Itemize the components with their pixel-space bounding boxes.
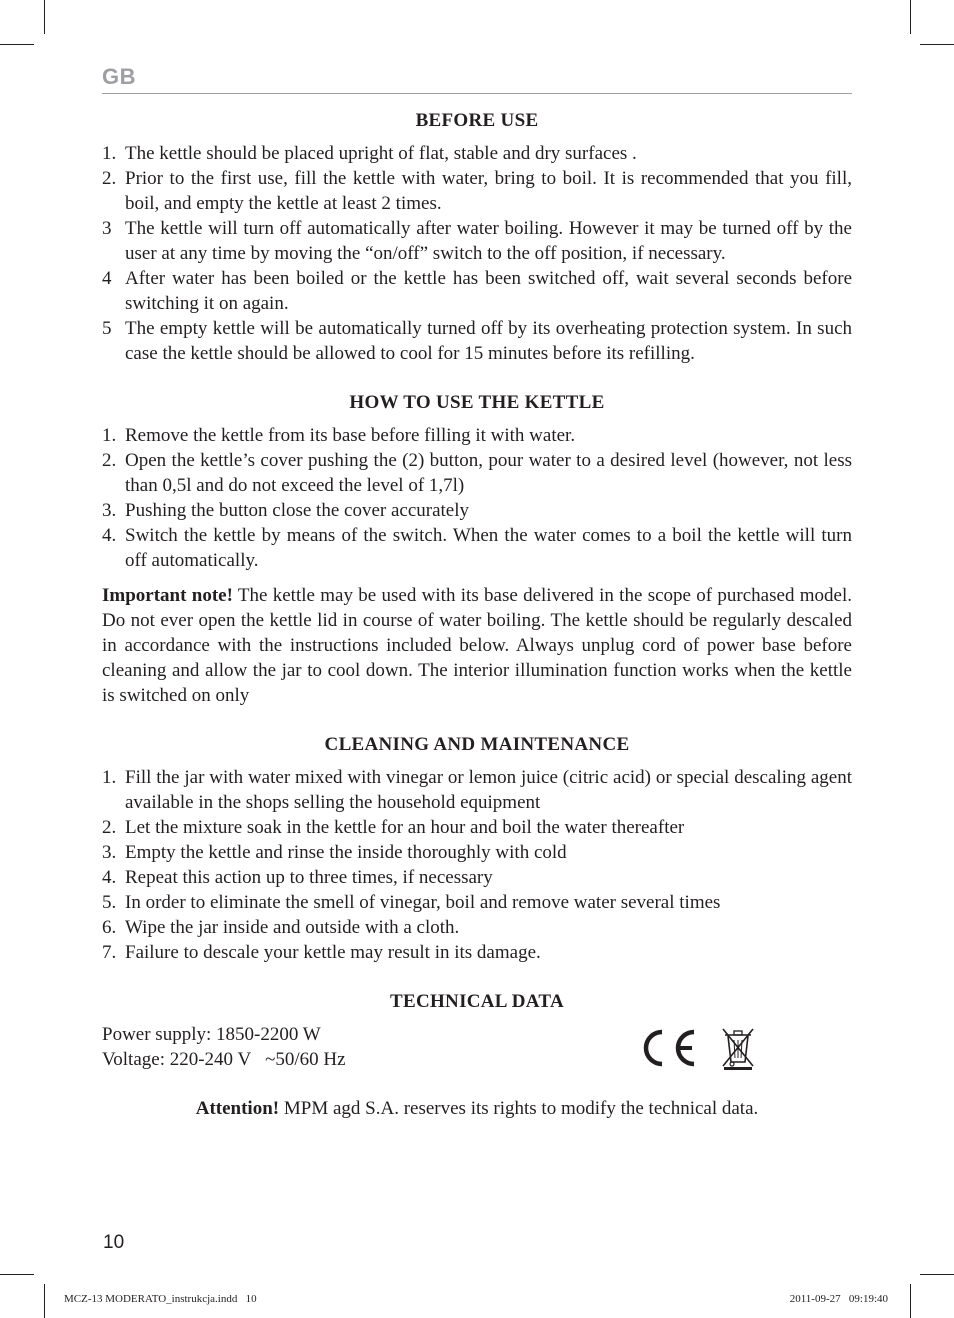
item-text: Repeat this action up to three times, if necessary [125, 867, 493, 888]
list-item [102, 316, 852, 366]
item-number: 6. [102, 917, 117, 938]
important-note-label: Important note! [102, 585, 233, 606]
item-text: Wipe the jar inside and outside with a cloth. [125, 917, 460, 938]
item-text: Pushing the button close the cover accurately [125, 500, 470, 521]
item-number: 3 [102, 218, 112, 239]
item-number: 2. [102, 817, 117, 838]
item-text: Remove the kettle from its base before filling it with water. [125, 425, 576, 446]
crop-mark [910, 0, 911, 34]
item-text: Fill the jar with water mixed with vinegar or lemon juice (citric acid) or special descaling agent available in the shops selling the household equipment [125, 767, 852, 813]
item-text: Switch the kettle by means of the switch. When the water comes to a boil the kettle will turn off automatically. [125, 525, 852, 571]
list-item [102, 216, 852, 266]
item-number: 4. [102, 525, 117, 546]
attention-text: MPM agd S.A. reserves its rights to modify the technical data. [279, 1098, 759, 1119]
crop-mark [44, 1284, 45, 1318]
list-item [102, 915, 852, 940]
item-number: 1. [102, 425, 117, 446]
item-text: Open the kettle’s cover pushing the (2) button, pour water to a desired level (however, not less than 0,5l and do not exceed the level of 1,7l) [125, 450, 852, 496]
print-timestamp: 2011-09-27 09:19:40 [789, 1293, 888, 1305]
item-text: The kettle should be placed upright of flat, stable and dry surfaces . [125, 143, 637, 164]
list-item [102, 266, 852, 316]
item-text: The kettle will turn off automatically after water boiling. However it may be turned off by the user at any time by moving the “on/off” switch to the off position, if necessary. [125, 218, 852, 264]
item-number: 5. [102, 892, 117, 913]
file-slug: MCZ-13 MODERATO_instrukcja.indd 10 [64, 1293, 257, 1305]
item-number: 2. [102, 168, 117, 189]
item-number: 4. [102, 867, 117, 888]
before-use-list [102, 141, 852, 366]
section-title-before-use: BEFORE USE [415, 110, 539, 131]
list-item [102, 523, 852, 573]
crop-mark [920, 44, 954, 45]
list-item [102, 890, 852, 915]
item-number: 1. [102, 143, 117, 164]
ce-mark-icon [640, 1026, 702, 1070]
section-title-cleaning: CLEANING AND MAINTENANCE [324, 734, 630, 755]
voltage: Voltage: 220-240 V ~50/60 Hz [102, 1049, 346, 1070]
item-text: Prior to the first use, fill the kettle with water, bring to boil. It is recommended that you fill, boil, and empty the kettle at least 2 times. [125, 168, 852, 214]
section-title-technical: TECHNICAL DATA [390, 991, 564, 1012]
technical-data [102, 1022, 852, 1072]
item-text: After water has been boiled or the kettle has been switched off, wait several seconds before switching it on again. [125, 268, 852, 314]
list-item [102, 840, 852, 865]
list-item [102, 448, 852, 498]
weee-bin-icon [720, 1026, 756, 1070]
attention-note [102, 1096, 852, 1121]
item-number: 3. [102, 500, 117, 521]
list-item [102, 765, 852, 815]
item-text: Let the mixture soak in the kettle for an hour and boil the water thereafter [125, 817, 685, 838]
crop-mark [910, 1284, 911, 1318]
list-item [102, 940, 852, 965]
item-text: In order to eliminate the smell of vinegar, boil and remove water several times [125, 892, 721, 913]
list-item [102, 423, 852, 448]
list-item [102, 166, 852, 216]
item-text: The empty kettle will be automatically turned off by its overheating protection system. In such case the kettle should be allowed to cool for 15 minutes before its refilling. [125, 318, 852, 364]
item-number: 4 [102, 268, 112, 289]
attention-label: Attention! [195, 1098, 280, 1119]
crop-mark [0, 44, 34, 45]
list-item [102, 865, 852, 890]
item-text: Failure to descale your kettle may result in its damage. [125, 942, 541, 963]
page-number: 10 [103, 1232, 125, 1253]
important-note [102, 583, 852, 708]
item-number: 5 [102, 318, 112, 339]
power-supply: Power supply: 1850-2200 W [102, 1024, 321, 1045]
item-text: Empty the kettle and rinse the inside thoroughly with cold [125, 842, 567, 863]
list-item [102, 815, 852, 840]
item-number: 7. [102, 942, 117, 963]
item-number: 3. [102, 842, 117, 863]
important-note-text: The kettle may be used with its base delivered in the scope of purchased model. Do not ever open the kettle lid in course of water boiling. The kettle should be regularly descaled in accordance with the instructions included below. Always unplug cord of power base before cleaning and allow the jar to cool down. The interior illumination function works when the kettle is switched on only [102, 585, 852, 706]
header-rule [102, 93, 852, 94]
crop-mark [0, 1274, 34, 1275]
certification-marks [640, 1026, 756, 1070]
language-tag: GB [102, 64, 136, 89]
crop-mark [920, 1274, 954, 1275]
how-to-use-list [102, 423, 852, 573]
section-title-how-to-use: HOW TO USE THE KETTLE [349, 392, 605, 413]
list-item [102, 498, 852, 523]
manual-content [102, 108, 852, 1140]
cleaning-list [102, 765, 852, 965]
list-item [102, 141, 852, 166]
item-number: 2. [102, 450, 117, 471]
crop-mark [44, 0, 45, 34]
item-number: 1. [102, 767, 117, 788]
